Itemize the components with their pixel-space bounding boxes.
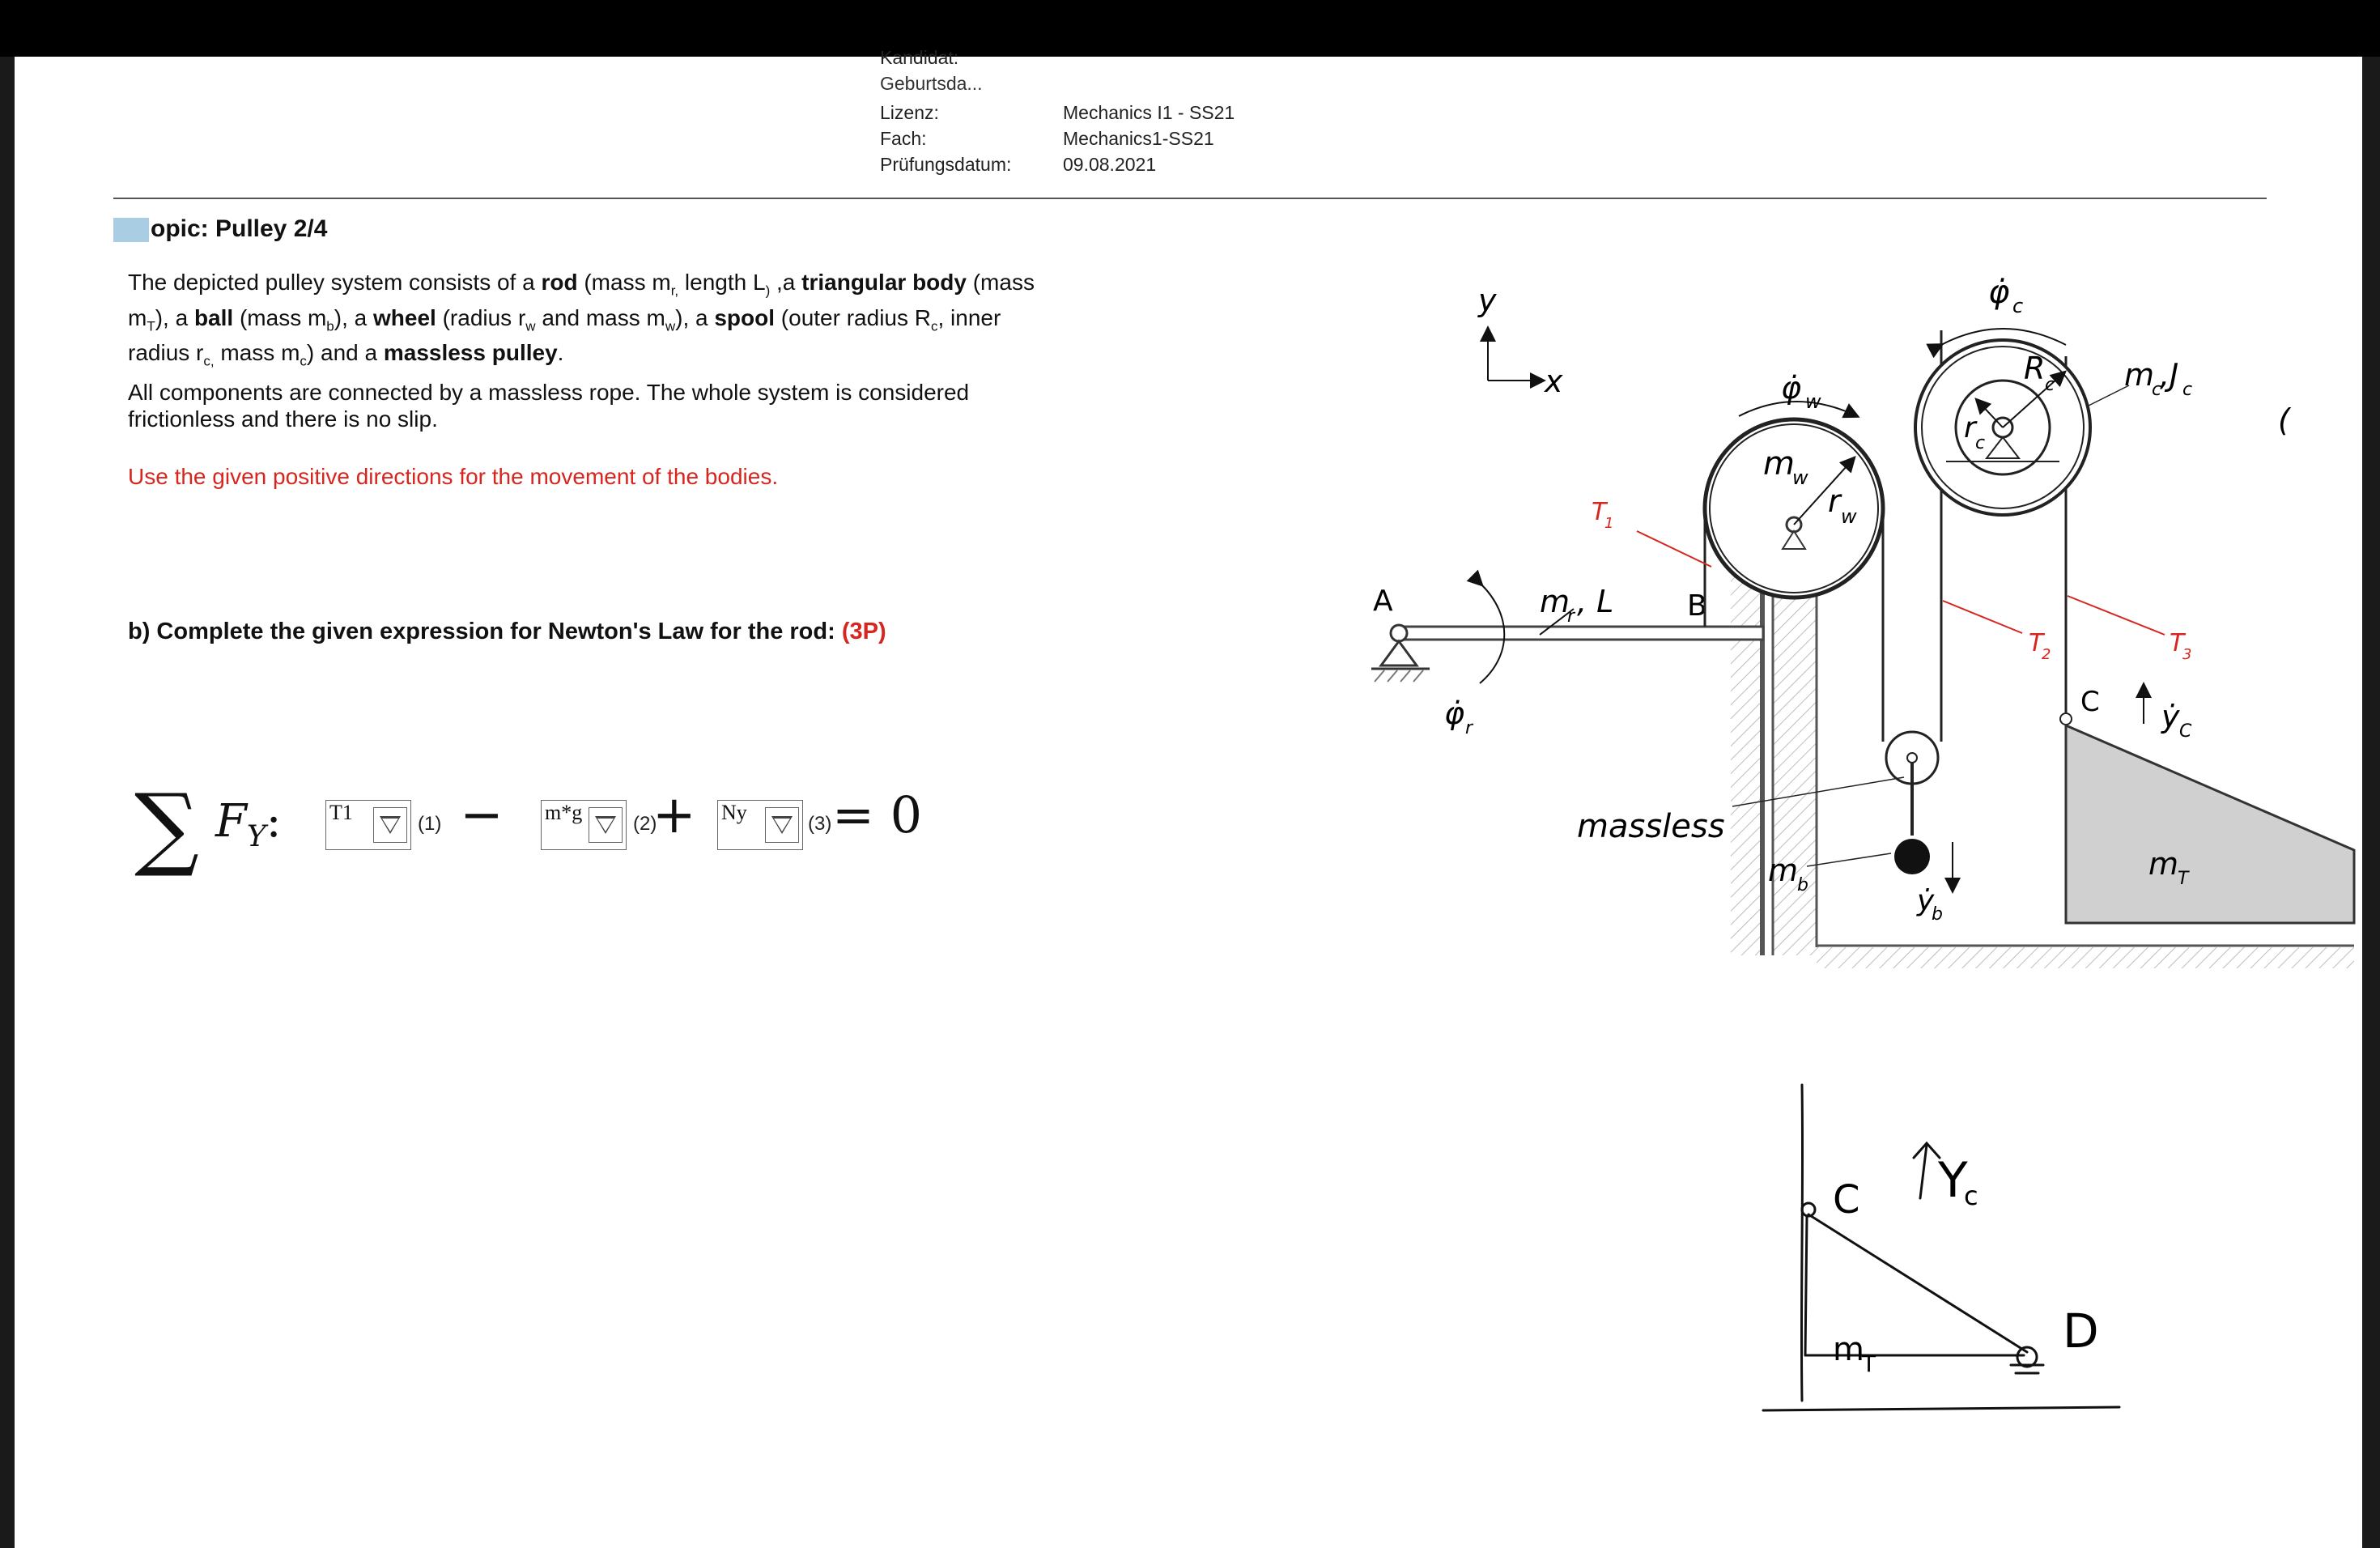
left-window-edge: [0, 57, 15, 1548]
sketch-label-d: [2063, 1303, 2099, 1359]
topic-title-text: opic: Pulley 2/4: [151, 215, 328, 242]
svg-text:3: 3: [2182, 646, 2192, 663]
dropdown-3-number: (3): [808, 813, 832, 835]
support-column: [1760, 551, 1765, 955]
handwritten-sketch: [1755, 1061, 2127, 1417]
svg-text:b: b: [1932, 904, 1943, 925]
dropdown-3[interactable]: [717, 800, 803, 850]
svg-text:T: T: [2178, 869, 2189, 889]
svg-text:m: m: [1833, 1331, 1864, 1368]
svg-text:r: r: [1465, 718, 1473, 738]
sketch-lines: [1763, 1085, 2119, 1410]
sketch-label-c: [1833, 1177, 1860, 1223]
label-mr-l: [1540, 584, 1613, 627]
svg-text:r: r: [1567, 606, 1575, 627]
question-b: b) Complete the given expression for Newton's Law for the rod: (3P): [128, 619, 886, 644]
label-T3: [2170, 629, 2191, 663]
dropdown-3-value: Ny: [721, 801, 747, 824]
dropdown-1-number: (1): [418, 813, 442, 835]
svg-text:m: m: [1540, 584, 1570, 619]
svg-text:w: w: [1805, 390, 1821, 413]
sketch-triangle-left: [1805, 1216, 1807, 1355]
label-a: A: [1373, 585, 1393, 618]
svg-text:ẏ: ẏ: [1917, 884, 1935, 917]
minus-operator: −: [460, 785, 504, 845]
svg-text:c: c: [1975, 433, 1986, 453]
svg-text:c: c: [2152, 380, 2162, 400]
svg-text:J: J: [2170, 357, 2179, 393]
label-T2: [2029, 629, 2051, 663]
pulley-system-diagram: [1310, 219, 2362, 996]
svg-text:m: m: [1763, 445, 1795, 483]
massless-pulley-axle: [1907, 753, 1917, 763]
sketch-ground: [1763, 1407, 2119, 1410]
dropdown-2-arrow-icon[interactable]: [589, 807, 623, 843]
label-c: C: [2080, 686, 2100, 718]
topic-handle[interactable]: [113, 218, 149, 242]
floor-hatch: [1817, 947, 2354, 968]
svg-text:C: C: [2179, 721, 2192, 742]
axis-x-label: x: [1545, 364, 1563, 399]
edge-mark: (: [2278, 402, 2290, 438]
T2-pointer: [1943, 601, 2022, 633]
T3-pointer: [2068, 596, 2165, 635]
description-paragraph: The depicted pulley system consists of a rod (mass $m_{r,}$ length $L_)$ ,a triangular body (mass $m_T$), a ball (mass $m_b$), a wheel (radius $r_w$ and mass $m_w$), a spool (outer radius $R_c$, inner radius $r_{c,}$ mass $m_c$) and a massless pulley.: [128, 270, 1035, 369]
window-top-bar: [0, 0, 2380, 57]
lizenz-value: Mechanics I1 - SS21: [1063, 102, 1235, 123]
description-paragraph-2: All components are connected by a massless rope. The whole system is considered frictionless and there is no slip.: [128, 380, 970, 432]
svg-text:c: c: [2012, 295, 2024, 317]
sketch-label-yc: [1937, 1152, 1978, 1211]
lizenz-label: Lizenz:: [880, 102, 939, 123]
svg-text:m: m: [2148, 846, 2179, 882]
svg-text:T: T: [2170, 629, 2185, 657]
svg-text:c: c: [2182, 380, 2193, 400]
svg-text:w: w: [1792, 466, 1808, 489]
svg-text:T: T: [2029, 629, 2044, 657]
label-T1: [1592, 498, 1613, 532]
T1-pointer: [1637, 531, 1711, 567]
label-mc-jc: [2124, 357, 2192, 400]
svg-text:c: c: [1964, 1180, 1978, 1211]
svg-text:T: T: [1862, 1350, 1876, 1377]
header-divider: [113, 198, 2267, 199]
dropdown-1[interactable]: [325, 800, 411, 850]
axis-y-label: y: [1478, 283, 1497, 318]
svg-text:φ̇: φ̇: [1781, 370, 1802, 406]
ground-a-hatch: [1375, 670, 1423, 682]
svg-text:R: R: [2024, 351, 2046, 386]
support-column-hatch: [1731, 551, 1763, 955]
topic-title: [113, 215, 327, 243]
svg-text:2: 2: [2042, 646, 2051, 663]
pruefungsdatum-value: 09.08.2021: [1063, 154, 1157, 175]
equals-zero: = 0: [832, 785, 923, 844]
svg-text:1: 1: [1604, 515, 1614, 532]
sketch-support: [2011, 1365, 2043, 1373]
rod: [1399, 627, 1763, 640]
sketch-wall: [1801, 1085, 1802, 1401]
coordinate-axes: [1477, 283, 1563, 399]
ball: [1894, 839, 1930, 874]
dropdown-1-value: T1: [329, 801, 353, 824]
exam-page: [15, 47, 2362, 1548]
svg-text:r: r: [1964, 411, 1976, 444]
sum-symbol: ∑: [134, 775, 199, 880]
pivot-a: [1391, 625, 1407, 641]
fach-value: Mechanics1-SS21: [1063, 128, 1214, 149]
svg-text:,: ,: [2160, 357, 2170, 393]
svg-text:r: r: [1828, 483, 1841, 519]
svg-text:T: T: [1592, 498, 1607, 526]
dropdown-2[interactable]: [541, 800, 627, 850]
label-phi-r-dot: [1444, 695, 1474, 738]
svg-text:m: m: [1768, 853, 1799, 888]
dropdown-2-number: (2): [633, 813, 657, 835]
sketch-point-d: [2017, 1347, 2037, 1367]
support-pillar-hatch: [1773, 551, 1817, 955]
kandidat-label: Kandidat:: [880, 47, 959, 68]
svg-text:C: C: [1833, 1177, 1860, 1223]
plus-operator: +: [652, 785, 696, 845]
dropdown-1-arrow-icon[interactable]: [373, 807, 407, 843]
svg-text:D: D: [2063, 1303, 2099, 1359]
svg-text:φ̇: φ̇: [1988, 274, 2010, 311]
force-y-label: $F_Y$:: [215, 795, 282, 854]
label-massless: massless: [1577, 808, 1725, 845]
svg-text:m: m: [2124, 357, 2155, 393]
right-window-edge: [2362, 57, 2380, 1548]
svg-text:w: w: [1841, 505, 1857, 528]
label-phi-c-dot: [1988, 274, 2023, 317]
svg-text:b: b: [1797, 875, 1808, 895]
svg-text:Y: Y: [1938, 1152, 1968, 1209]
geburtsdatum-label: Geburtsda...: [880, 73, 983, 94]
mc-pointer: [2087, 385, 2129, 406]
label-phi-w-dot: [1781, 370, 1821, 413]
sketch-yc-arrow: [1914, 1143, 1940, 1198]
pruefungsdatum-label: Prüfungsdatum:: [880, 154, 1012, 175]
direction-instruction: Use the given positive directions for the movement of the bodies.: [128, 464, 779, 489]
sketch-label-mt: [1833, 1331, 1876, 1377]
svg-text:, L: , L: [1577, 584, 1614, 619]
label-yb-dot: [1916, 884, 1943, 925]
dropdown-2-value: m*g: [545, 801, 583, 824]
triangular-body: [2066, 725, 2354, 923]
point-c: [2060, 713, 2072, 725]
label-yc-dot: [2161, 699, 2192, 742]
svg-text:ẏ: ẏ: [2161, 699, 2180, 734]
svg-text:c: c: [2045, 375, 2055, 395]
fach-label: Fach:: [880, 128, 927, 149]
svg-text:φ̇: φ̇: [1444, 695, 1465, 731]
support-a: [1381, 641, 1417, 666]
dropdown-3-arrow-icon[interactable]: [765, 807, 799, 843]
mb-pointer: [1807, 853, 1891, 866]
label-b: B: [1687, 589, 1707, 623]
